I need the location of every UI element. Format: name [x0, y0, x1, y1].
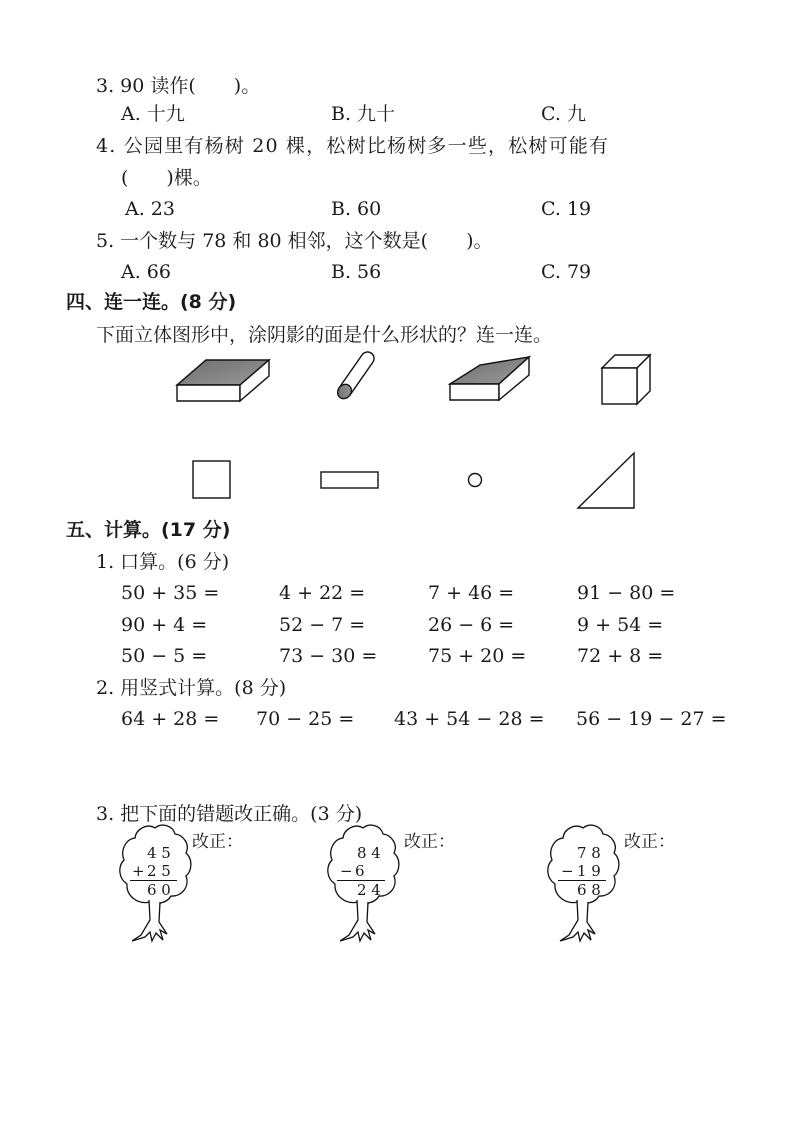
q5-option-a: A. 66 — [121, 261, 171, 283]
oral-item: 91 − 80 = — [577, 582, 676, 604]
oral-item: 72 + 8 = — [577, 645, 664, 667]
correction-2-label: 改正： — [404, 832, 455, 852]
section4-title: 四、连一连。(8 分) — [66, 291, 237, 313]
q4-stem-line2: ( )棵。 — [121, 167, 212, 189]
oral-item: 52 − 7 = — [279, 614, 366, 636]
correction-3-op: − — [561, 862, 574, 880]
oral-item: 75 + 20 = — [428, 645, 527, 667]
part3-title: 3. 把下面的错题改正确。(3 分) — [96, 803, 363, 825]
correction-1-bottom: 2 5 — [147, 862, 171, 880]
vertical-item: 70 − 25 = — [256, 708, 355, 730]
correction-1-label: 改正： — [192, 832, 243, 852]
q3-option-c: C. 九 — [541, 103, 586, 125]
part1-title: 1. 口算。(6 分) — [96, 551, 230, 573]
q4-option-c: C. 19 — [541, 198, 592, 220]
part2-title: 2. 用竖式计算。(8 分) — [96, 677, 287, 699]
correction-3-label: 改正： — [624, 832, 675, 852]
correction-2-bottom: 6 — [355, 862, 365, 880]
oral-item: 50 + 35 = — [121, 582, 220, 604]
q5-option-c: C. 79 — [541, 261, 592, 283]
q4-option-b: B. 60 — [331, 198, 382, 220]
section4-instruction: 下面立体图形中，涂阴影的面是什么形状的？连一连。 — [96, 324, 553, 346]
correction-2-top: 8 4 — [357, 844, 381, 862]
q3-option-b: B. 九十 — [331, 103, 396, 125]
oral-item: 90 + 4 = — [121, 614, 208, 636]
correction-3-bottom: 1 9 — [577, 862, 601, 880]
oral-item: 50 − 5 = — [121, 645, 208, 667]
vertical-item: 56 − 19 − 27 = — [576, 708, 727, 730]
oral-item: 9 + 54 = — [577, 614, 664, 636]
correction-2-op: − — [340, 862, 353, 880]
oral-item: 73 − 30 = — [279, 645, 378, 667]
oral-item: 7 + 46 = — [428, 582, 515, 604]
q4-stem-line1: 4. 公园里有杨树 20 棵，松树比杨树多一些，松树可能有 — [96, 135, 610, 157]
oral-item: 4 + 22 = — [279, 582, 366, 604]
correction-1-result: 6 0 — [147, 881, 171, 899]
correction-2-result: 2 4 — [357, 881, 381, 899]
correction-3-top: 7 8 — [577, 844, 601, 862]
section5-title: 五、计算。(17 分) — [66, 519, 231, 541]
q3-stem: 3. 90 读作( )。 — [96, 75, 261, 97]
vertical-item: 43 + 54 − 28 = — [394, 708, 545, 730]
q3-option-a: A. 十九 — [121, 103, 185, 125]
oral-item: 26 − 6 = — [428, 614, 515, 636]
correction-1-op: + — [132, 862, 145, 880]
q5-stem: 5. 一个数与 78 和 80 相邻，这个数是( )。 — [96, 230, 493, 252]
q4-option-a: A. 23 — [125, 198, 175, 220]
q5-option-b: B. 56 — [331, 261, 382, 283]
correction-1-top: 4 5 — [147, 844, 171, 862]
correction-3-result: 6 8 — [577, 881, 601, 899]
vertical-item: 64 + 28 = — [121, 708, 220, 730]
